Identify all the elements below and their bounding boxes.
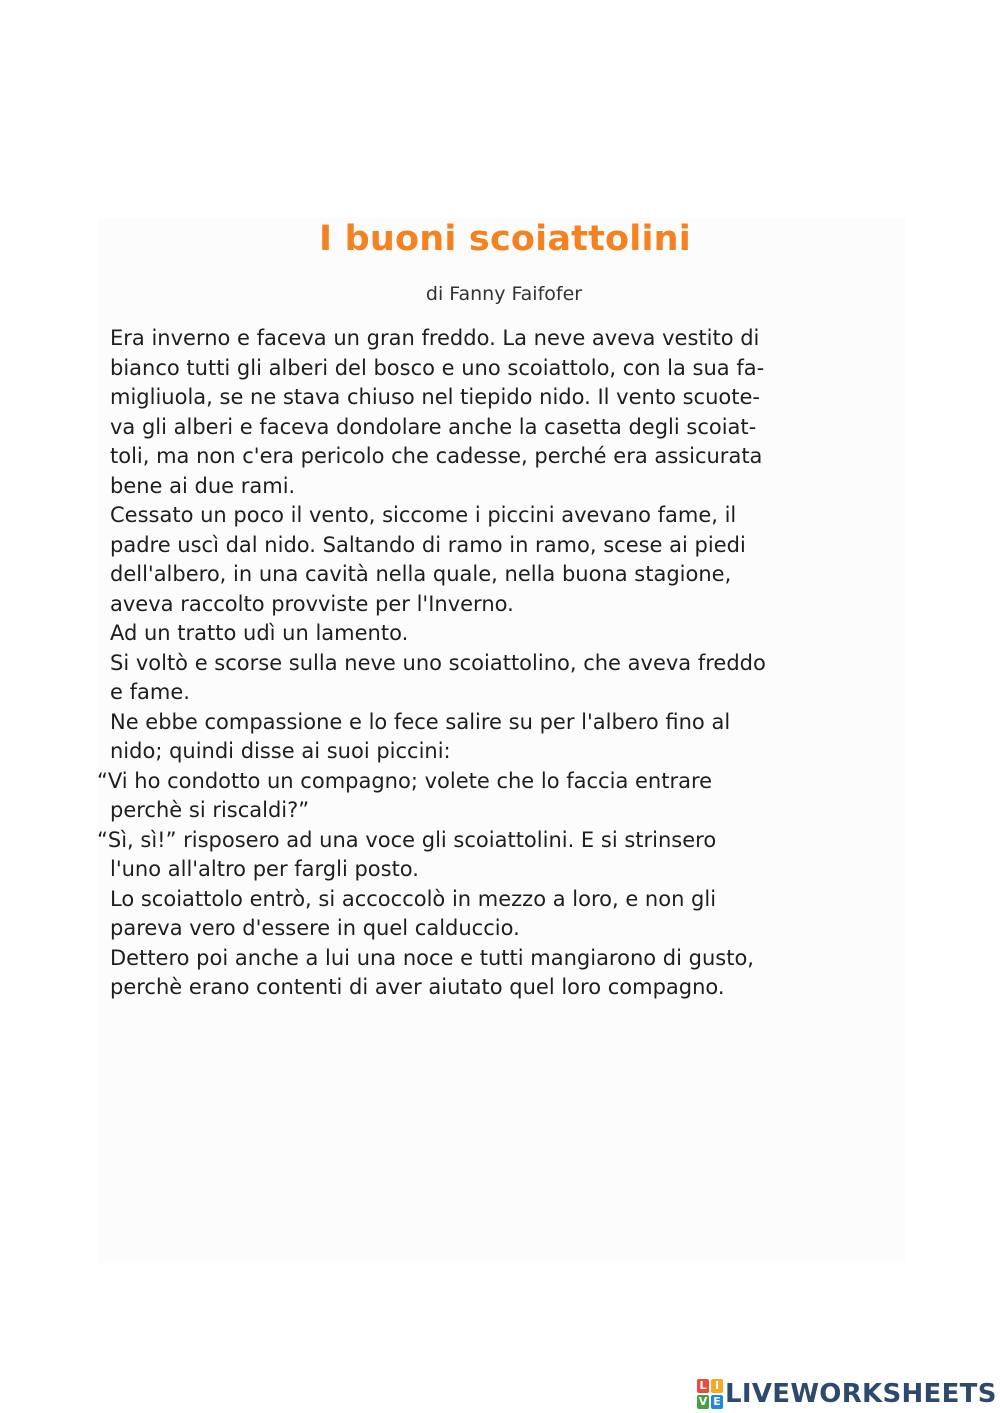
- story-line: Ne ebbe compassione e lo fece salire su per l'albero fino al: [110, 709, 731, 734]
- story-line: migliuola, se ne stava chiuso nel tiepido nido. Il vento scuote-: [110, 385, 760, 409]
- story-line: perchè erano contenti di aver aiutato quel loro compagno.: [110, 975, 725, 999]
- story-line: va gli alberi e faceva dondolare anche la casetta degli scoiat-: [110, 414, 757, 439]
- brand-name: LIVEWORKSHEETS: [725, 1379, 997, 1409]
- story-line: Era inverno e faceva un gran freddo. La neve aveva vestito di: [110, 326, 760, 350]
- story-line: l'uno all'altro per fargli posto.: [110, 857, 419, 881]
- logo-letter: L: [697, 1379, 709, 1393]
- story-line: nido; quindi disse ai suoi piccini:: [110, 739, 451, 763]
- story-author: di Fanny Faifofer: [425, 283, 583, 305]
- story-line: bianco tutti gli alberi del bosco e uno scoiattolo, con la sua fa-: [110, 355, 765, 380]
- liveworksheets-brand[interactable]: [697, 1376, 997, 1412]
- logo-letter: E: [711, 1395, 723, 1409]
- story-line: perchè si riscaldi?”: [110, 798, 310, 822]
- story-line: Si voltò e scorse sulla neve uno scoiattolino, che aveva freddo: [110, 650, 766, 675]
- story-line: e fame.: [110, 680, 190, 704]
- story-line: “Sì, sì!” risposero ad una voce gli scoiattolini. E si strinsero: [97, 827, 717, 852]
- logo-letter: I: [711, 1379, 723, 1393]
- story-title: I buoni scoiattolini: [319, 219, 691, 259]
- story-line: dell'albero, in una cavità nella quale, nella buona stagione,: [110, 562, 732, 586]
- story-line: Lo scoiattolo entrò, si accoccolò in mezzo a loro, e non gli: [110, 886, 717, 911]
- story-line: Ad un tratto udì un lamento.: [110, 621, 409, 645]
- story-line: bene ai due rami.: [110, 473, 296, 498]
- story-line: padre uscì dal nido. Saltando di ramo in ramo, scese ai piedi: [110, 532, 746, 557]
- story-line: pareva vero d'essere in quel calduccio.: [110, 916, 520, 940]
- story-line: Dettero poi anche a lui una noce e tutti mangiarono di gusto,: [110, 945, 754, 970]
- logo-letter: V: [698, 1395, 708, 1408]
- liveworksheets-logo-icon: [697, 1379, 723, 1409]
- story-line: “Vi ho condotto un compagno; volete che lo faccia entrare: [97, 768, 713, 793]
- story-line: aveva raccolto provviste per l'Inverno.: [110, 591, 514, 616]
- story-line: toli, ma non c'era pericolo che cadesse, perché era assicurata: [110, 444, 763, 468]
- story-line: Cessato un poco il vento, siccome i piccini avevano fame, il: [110, 503, 737, 527]
